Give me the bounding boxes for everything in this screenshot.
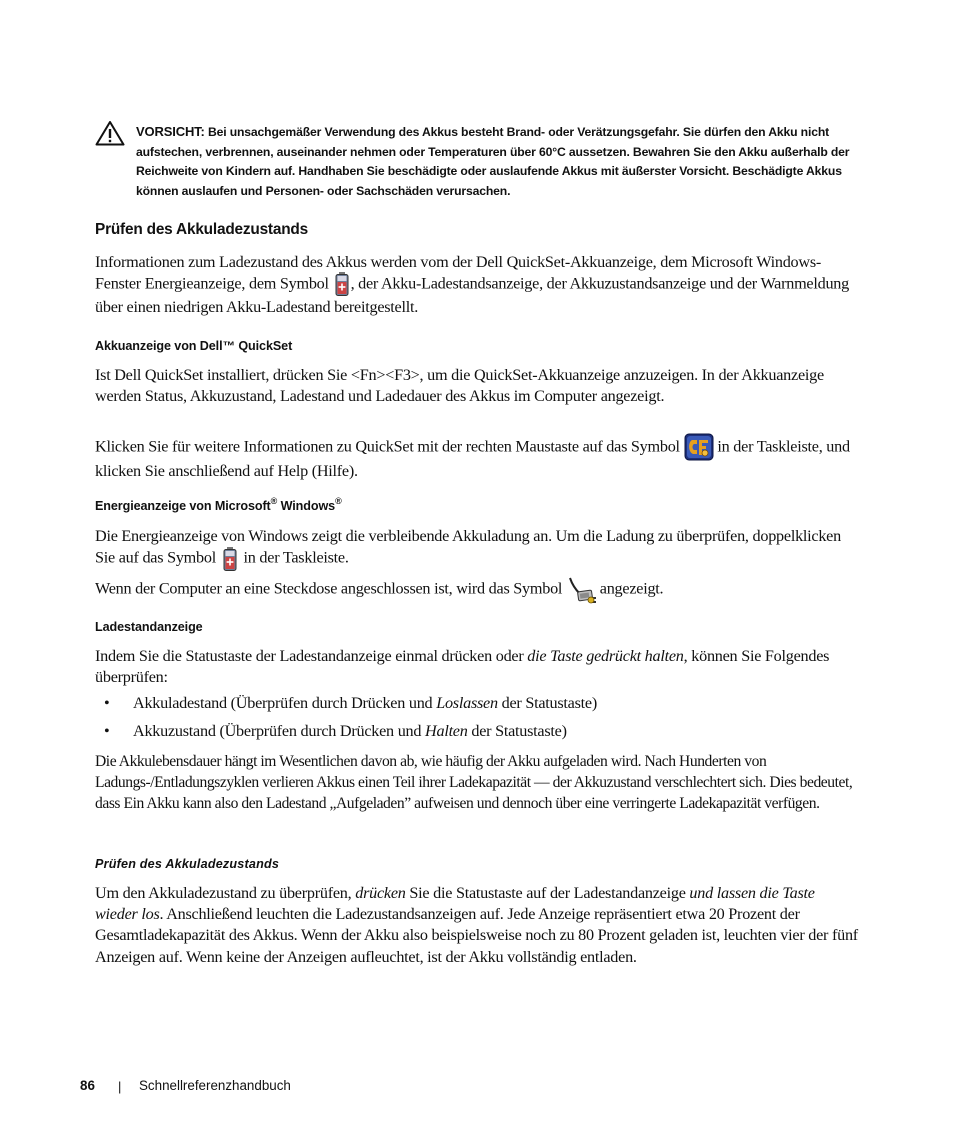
- caution-text: [136, 122, 860, 201]
- paragraph-quickset-help: Klicken Sie für weitere Informationen zu QuickSet mit der rechten Maustaste auf das Symbol in der Taskleiste, und klicken Sie anschließend auf Help (Hilfe).: [95, 435, 860, 482]
- footer-title: Schnellreferenzhandbuch: [139, 1078, 291, 1093]
- section-heading-akkuladezustand: Prüfen des Akkuladezustands: [95, 221, 308, 238]
- list-item: Akkuladestand (Überprüfen durch Drücken und Loslassen der Statustaste): [133, 694, 597, 712]
- paragraph-ladestandanzeige-info: Indem Sie die Statustaste der Ladestandanzeige einmal drücken oder die Taste gedrückt halten, können Sie Folgendes überprüfen:: [95, 647, 830, 687]
- paragraph-akkuladezustand-info: Informationen zum Ladezustand des Akkus werden vom der Dell QuickSet-Akkuanzeige, dem Microsoft Windows-Fenster Energieanzeige, dem Symbol , der Akku-Ladestandsanzeige, der Akkuzustandsanzeige und der Warnmeldung über einen niedrigen Akku-Ladestand bereitgestellt.: [95, 253, 849, 317]
- battery-icon: [333, 271, 351, 295]
- battery-icon: [220, 546, 240, 570]
- energieanzeige-term: Energieanzeige: [144, 274, 242, 293]
- paragraph-netzbetrieb: Wenn der Computer an eine Steckdose angeschlossen ist, wird das Symbol angezeigt.: [95, 576, 860, 604]
- page-number: 86: [80, 1078, 95, 1093]
- paragraph-quickset-info: Ist Dell QuickSet installiert, drücken Sie <Fn><F3>, um die QuickSet-Akkuanzeige anzuzeigen. In der Akkuanzeige werden Status, Akkuzustand, Ladestand und Ladedauer des Akkus im Computer angezeigt.: [95, 366, 824, 406]
- section-heading-pruefen: Prüfen des Akkuladezustands: [95, 857, 280, 871]
- paragraph-pruefen-info: Um den Akkuladezustand zu überprüfen, drücken Sie die Statustaste auf der Ladestandanzeige und lassen die Taste wieder los. Anschließend leuchten die Ladezustandsanzeigen auf. Jede Anzeige repräsentiert etwa 20 Prozent der Gesamtladekapazität des Akkus. Wenn der Akku also beispielsweise noch zu 80 Prozent geladen ist, leuchten vier der fünf Anzeigen auf. Wenn keine der Anzeigen aufleuchtet, ist der Akku vollständig entladen.: [95, 884, 858, 966]
- paragraph-energieanzeige-info: Die Energieanzeige von Windows zeigt die verbleibende Akkuladung an. Um die Ladung zu überprüfen, doppelklicken Sie auf das Symbol in der Taskleiste.: [95, 526, 860, 571]
- paragraph-akkulebensdauer: Die Akkulebensdauer hängt im Wesentlichen davon ab, wie häufig der Akku aufgeladen wird. Nach Hunderten von Ladungs-/Entladungszyklen verlieren Akkus einen Teil ihrer Ladekapazität — der Akkuzustand verschlechtert sich. Dies bedeutet, dass Ein Akku kann also den Ladestand „Aufgeladen” aufweisen und dennoch über eine verringerte Ladekapazität verfügen.: [95, 753, 853, 813]
- list-item: Akkuzustand (Überprüfen durch Drücken und Halten der Statustaste): [133, 722, 567, 740]
- section-heading-quickset: Akkuanzeige von Dell™ QuickSet: [95, 339, 293, 353]
- bullet-marker: •: [104, 722, 110, 740]
- help-term: Help: [277, 462, 308, 480]
- footer-separator: |: [118, 1079, 122, 1094]
- quickset-icon: [684, 433, 714, 459]
- section-heading-ladestandanzeige: Ladestandanzeige: [95, 620, 203, 634]
- caution-label: VORSICHT:: [136, 124, 205, 139]
- warning-triangle-icon: [95, 120, 125, 146]
- bullet-marker: •: [104, 694, 110, 712]
- power-plug-icon: [566, 576, 596, 604]
- section-heading-energieanzeige: Energieanzeige von Microsoft® Windows®: [95, 495, 342, 513]
- caution-body: Bei unsachgemäßer Verwendung des Akkus besteht Brand- oder Verätzungsgefahr. Sie dürfen den Akku nicht aufstechen, verbrennen, auseinander nehmen oder Temperaturen über 60°C aussetzen. Bewahren Sie den Akku außerhalb der Reichweite von Kindern auf. Handhaben Sie beschädigte oder auslaufende Akkus mit äußerster Vorsicht. Beschädigte Akkus können auslaufen und Personen- oder Sachschäden verursachen.: [136, 125, 850, 198]
